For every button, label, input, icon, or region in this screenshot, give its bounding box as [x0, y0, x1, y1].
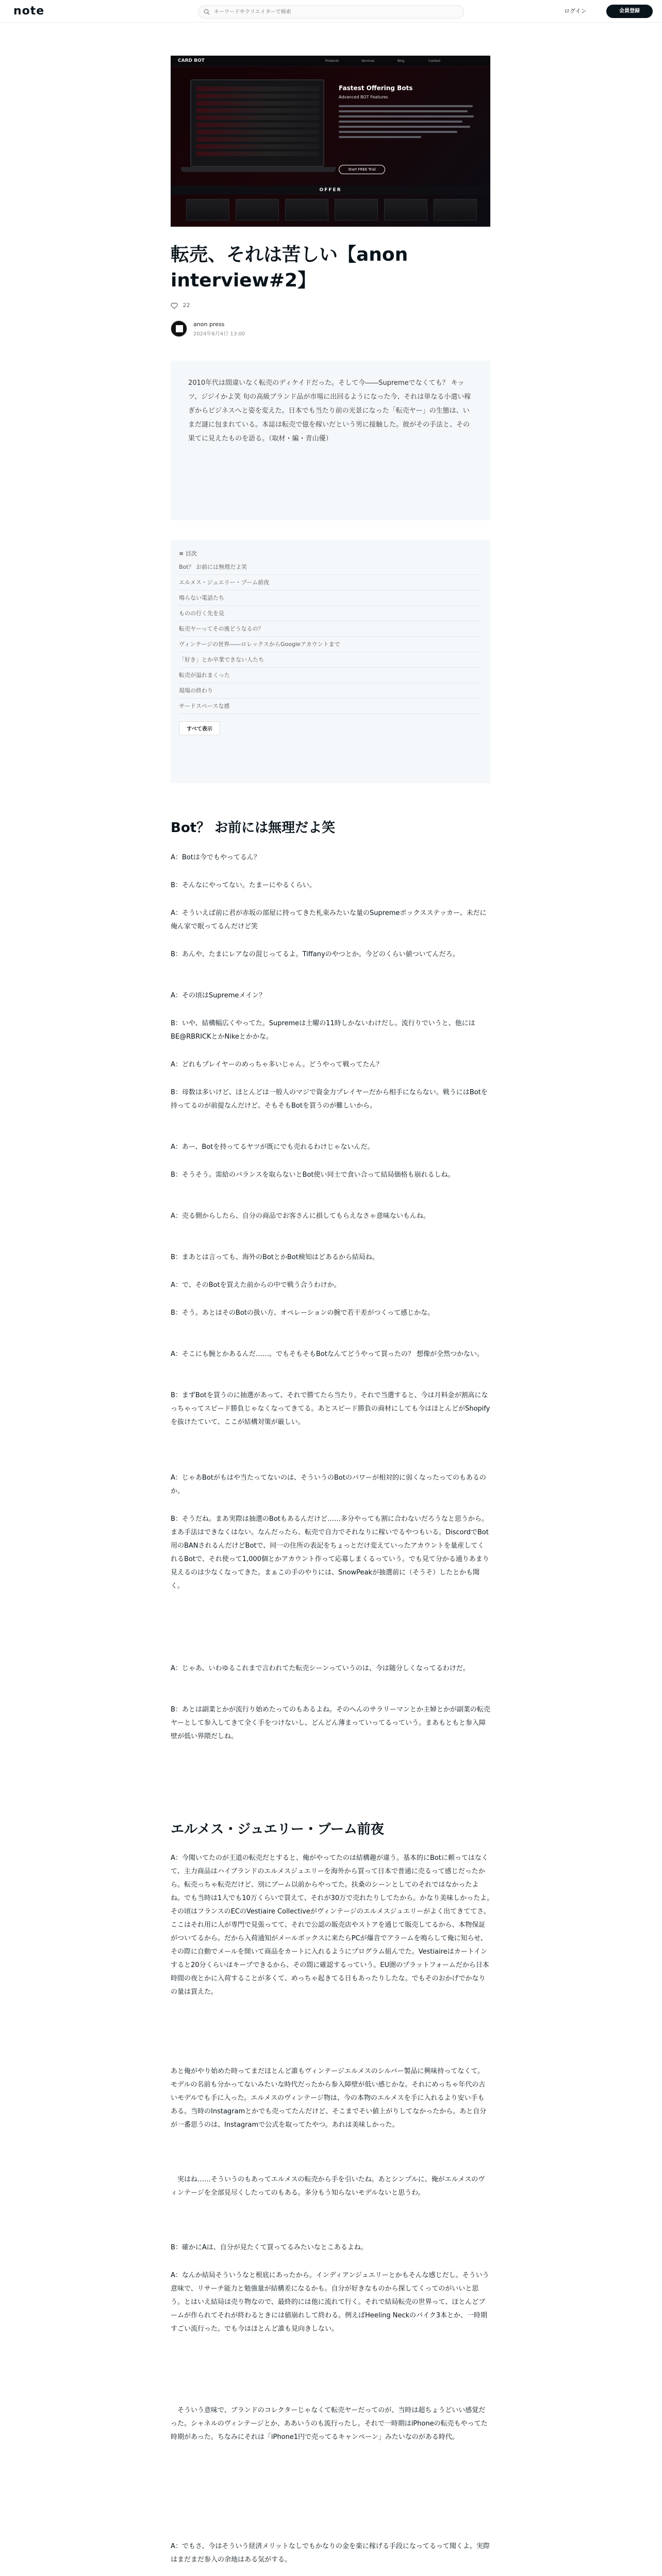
toc-heading[interactable]: ≡ 目次: [179, 550, 197, 557]
hero-brand: CARD BOT: [178, 58, 205, 63]
hero-image: [171, 56, 490, 227]
paragraph: B：あとは副業とかが流行り始めたってのもあるよね。そのへんのサラリーマンとか主婦とかが副業の転売ヤーとして参入してきて全く手をつけないし、どんどん薄まっていってるっていう。まあもともと参入障壁が低い界隈だしね。: [171, 1706, 490, 1740]
paragraph: A：でもさ、今はそういう経済メリットなしでもかなりの金を楽に稼げる手段になってるって聞くよ。実際はまだまだ参入の余地はある気がする。: [171, 2543, 490, 2564]
paragraph: A：今聞いてたのが王道の転売だとすると、俺がやってたのは結構趣が違う。基本的にBotに頼ってはなくて、主力商品はハイブランドのエルメスジュエリーを海外から買って日本で普通に売るって感じだったから。転売っちゃ転売だけど、別にブーム以前からやってた。扶桑のシーンとしてのそれではなかったよね。でも当時は1人でも10万くらいで買えて、それが30万で売れたりしてたから。かなり美味しかったよ。 その頃はフランスのECのVestiaire Collectiveがヴィンテージのエルメスジュエリーがよく出てきててさ。ここはそれ用に人が専門で見張ってて、それで公認の販売店やストアを通じて販売してるから、本物保証がついてるから。だから入荷通知がメールボックスに来たらPCが爆音でアラームを鳴らして俺に知らせ、その際に自動でメールを開いて商品をカートに入れるようにプログラム組んでた。Vestiaireはカートインすると20分くらいはキープできるから、その間に確認するっていう。EU圏のプラットフォームだから日本時間の夜とかに入荷することが多くて、めっちゃ起きてる日もあったりしたな。でもそのおかげでかなりの量は買えた。: [171, 1854, 497, 1996]
hero-nav-strip: [171, 56, 490, 67]
paragraph: A：Botは今でもやってるん？: [171, 854, 260, 861]
paragraph: A：そこにも腕とかあるんだ……。でもそもそもBotなんてどうやって買ったの？ 想像が全然つかない。: [171, 1350, 484, 1358]
toc-item[interactable]: ものの行く先を見: [179, 606, 482, 621]
toc-item[interactable]: 鳴らない電話たち: [179, 590, 482, 606]
signup-button[interactable]: 会員登録: [606, 5, 653, 18]
paragraph: A：じゃあBotがもはや当たってないのは、そういうのBotのパワーが相対的に弱くなったってのもあるのか。: [171, 1474, 486, 1495]
paragraph: 実はね……そういうのもあってエルメスの転売から手を引いたね。あとシンプルに、俺がエルメスのヴィンテージを全部見尽くしたってのもある。多分もう知らないモデルないと思うわ。: [171, 2176, 485, 2197]
section-heading: Bot？ お前には無理だよ笑: [171, 820, 336, 836]
publish-date: 2024年6月4日 13:00: [193, 331, 245, 337]
hero-laptop: [190, 79, 324, 167]
hero-laptop-base: [181, 167, 336, 172]
paragraph: A：あー、Botを持ってるヤツが既にでも売れるわけじゃないんだ。: [171, 1143, 374, 1151]
author-name[interactable]: anon press: [193, 321, 225, 328]
toc-show-all-button[interactable]: すべて表示: [179, 721, 220, 735]
paragraph: B：まずBotを買うのに抽選があって、それで勝てたら当たり。それで当選すると、今は月料金が割高になっちゃってスピード勝負じゃなくなってきてる。あとスピード勝負の商材にしても今はほとんどがShopifyを抜けたていて、ここが結構対策が厳しい。: [171, 1392, 490, 1426]
search-icon: [204, 9, 210, 15]
login-link[interactable]: ログイン: [564, 8, 587, 14]
author-block[interactable]: [171, 319, 377, 338]
toc-item[interactable]: 「好き」とか卒業できない人たち: [179, 652, 482, 668]
toc-item[interactable]: ヴィンテージの世界――ロレックスからGoogleアカウントまで: [179, 637, 482, 652]
paragraph: B：母数は多いけど、ほとんどは一般人のマジで資金力プレイヤーだから相手にならない。戦うにはBotを持ってるのが前提なんだけど、そもそもBotを買うのが難しいから。: [171, 1089, 488, 1110]
paragraph: B：確かにAは、自分が見たくて買ってるみたいなとこあるよね。: [171, 2244, 368, 2251]
paragraph: A：で、そのBotを買えた前からの中で戦う合うわけか。: [171, 1281, 341, 1289]
search-box[interactable]: [198, 5, 464, 19]
top-bar: [0, 0, 662, 23]
like-count: 22: [183, 302, 190, 309]
toc-item[interactable]: エルメス・ジュエリー・ブーム前夜: [179, 575, 482, 590]
toc-item[interactable]: 転売ヤーってその後どうなるの？: [179, 621, 482, 637]
toc-item[interactable]: サードスペースな感: [179, 699, 482, 714]
paragraph: B：あんや、たまにレアなの混じってるよ。Tiffanyのやつとか。今どのくらい値ついてんだろ。: [171, 951, 459, 958]
toc-item[interactable]: 現場の終わり: [179, 683, 482, 699]
section-heading: エルメス・ジュエリー・ブーム前夜: [171, 1822, 384, 1837]
paragraph: A：売る側からしたら、自分の商品でお客さんに損してもらえなさゃ意味ないもんね。: [171, 1212, 430, 1220]
paragraph: B：いや、結構幅広くやってた。Supremeは土曜の11時しかないわけだし。流行りでいうと、他にはBE@RBRICKとかNikeとかかな。: [171, 1020, 475, 1041]
site-logo[interactable]: note: [13, 5, 45, 18]
toc-item[interactable]: Bot？ お前には無理だよ笑: [179, 560, 482, 575]
paragraph: そういう意味で、ブランドのコレクターじゃなくて転売ヤーだってのが、当時は超ちょうどいい感覚だった。シャネルのヴィンテージとか、ああいうのも流行ったし。それで一時期はiPhoneの転売もやってた時期があった。ちなみにそれは「iPhone1円で売ってるキャンペーン」みたいなのがある時代。: [171, 2406, 488, 2441]
hero-nav-item: Products: [325, 59, 339, 63]
lead-box: [171, 361, 490, 520]
like-summary[interactable]: [171, 302, 190, 312]
table-of-contents: [171, 540, 490, 783]
paragraph: A：じゃあ、いわゆるこれまで言われてた転売シーンっていうのは、今は随分しくなってるわけだ。: [171, 1665, 470, 1672]
author-avatar[interactable]: [171, 320, 187, 337]
paragraph: B：そうだね。まあ実際は抽選のBotもあるんだけど……多分やっても割に合わないだろうなと思うから。まあ手法はできなくはない。なんだったら、転売で自力でそれなりに稼いでるやつもいる。DiscordでBot用のBANされるんだけどBotで、同一の住所の表記をちょっとだけ変えていったアカウントを量産してくれるBotで、それ使って1,000個とかアカウント作って応募しまくるっていう。でも見て分かる通りあまり見えるのは少なくなってきた。まぁこの手のやりには、SnowPeakが抽選前に（そうそ）したとかも聞く。: [171, 1515, 489, 1590]
hero-thumbnails: [186, 199, 475, 221]
paragraph: A：そういえば前に君が赤坂の部屋に持ってきた札束みたいな量のSupremeボックスステッカー、未だに俺ん家で眠ってるんだけど笑: [171, 909, 487, 930]
lead-text: 2010年代は間違いなく転売のディケイドだった。そして今――Supremeでなくても？ キッツ、ジジイかよ笑 旬の高級ブランド品が市場に出回るようになった今、それは単なる小遣い稼ぎからビジネスへと姿を変えた。日本でも当たり前の光景になった「転売ヤー」の生態は、いまだ謎に包まれている。本誌は転売で億を稼いだという男に接触した。彼がその手法と、その果てに見えたものを語る。（取材・編・青山優）: [188, 379, 471, 443]
paragraph: あと俺がやり始めた時ってまだほとんど誰もヴィンテージエルメスのシルバー製品に興味持ってなくて。モデルの名前も分かってないみたいな時代だったから参入障壁が低い感じかな。それにめっちゃ年代の古いモデルでも手に入った。エルメスのヴィンテージ物は、今の本物のエルメスを手に入れるより安い手もある。当時のInstagramとかでも売ってたんだけど、そこまでそい値上がりしてなかったから。あと自分が一番思うのは、Instagramで公式を取ってたやつ。あれは美味しかった。: [171, 2067, 487, 2129]
article-title: 転売、それは苦しい【anon interview#2】: [171, 244, 408, 291]
paragraph: A：なんか結局そういうなと根底にあったから。インディアンジュエリーとかもそんな感じだし。そういう意味で、リサーチ能力と勉強量が結構差になるかも。自分が好きなものから探してくってのがいいと思う。とはいえ結局は売り物なので、最終的には他に流れて行く。それで結局転売の世界って、ほとんどブームが作られてそれが終わるときには値崩れして終わる。例えばHeeling Neckのバイク3本とか、一時期すごい流行った。でも今はほとんど誰も見向きしない。: [171, 2272, 489, 2333]
paragraph: B：そうそう。需給のバランスを取らないとBot使い同士で食い合って結局価格も崩れるしね。: [171, 1171, 455, 1179]
paragraph: A：その頃はSupremeメイン？: [171, 992, 266, 999]
heart-icon: [171, 302, 178, 309]
paragraph: B：そう。あとはそのBotの扱い方、オペレーションの腕で若干差がつくって感じかな。: [171, 1309, 435, 1317]
hero-panel-title: Fastest Offering Bots: [339, 84, 413, 92]
toc-item[interactable]: 転売が溢れまくった: [179, 668, 482, 683]
search-input[interactable]: [214, 8, 456, 16]
hero-nav-item: Blog: [398, 59, 405, 63]
hero-nav-item: Contact: [428, 59, 441, 63]
paragraph: B：まあとは言っても、海外のBotとかBot検知はどあるから結局ね。: [171, 1253, 379, 1261]
hero-offer-label: OFFER: [171, 185, 490, 195]
hero-panel-text: [339, 105, 475, 141]
hero-panel-subtitle: Advanced BOT Features: [339, 95, 388, 99]
hero-cta: Start FREE Trial: [339, 165, 385, 174]
paragraph: A：どれもプレイヤーのめっちゃ多いじゃん。どうやって戦ってたん？: [171, 1061, 383, 1069]
hero-nav-item: Services: [361, 59, 375, 63]
paragraph: B：そんなにやってない。たまーにやるくらい。: [171, 882, 316, 889]
